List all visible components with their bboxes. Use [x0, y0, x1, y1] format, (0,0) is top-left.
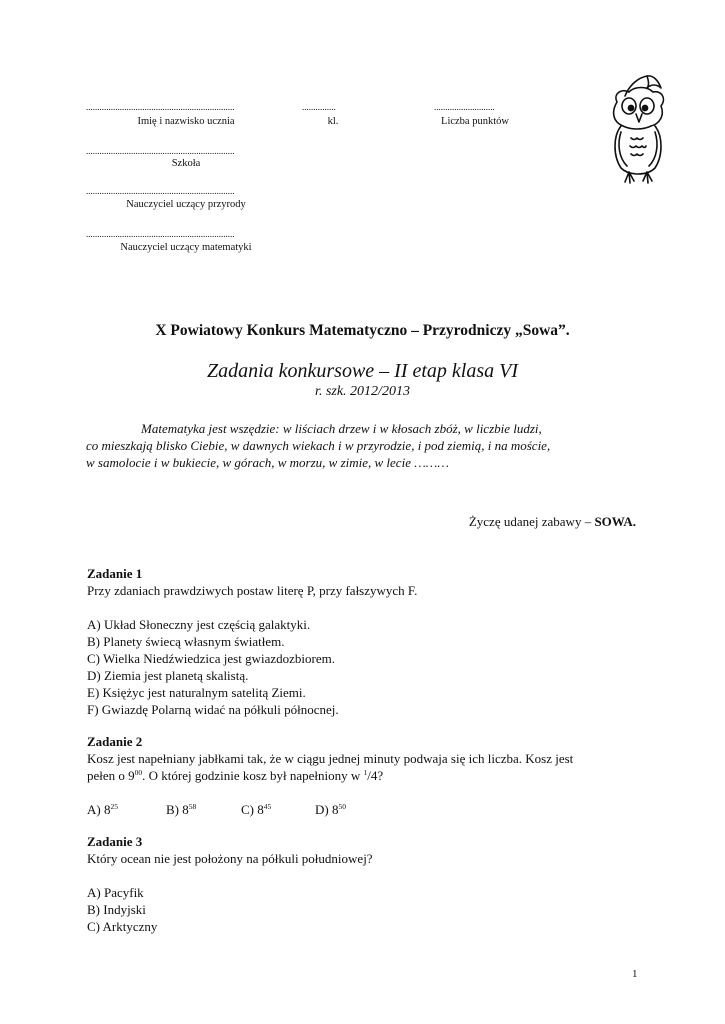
task-1-heading: Zadanie 1: [87, 566, 143, 581]
points-label: Liczba punktów: [441, 116, 509, 127]
task-2-option: D) $8^{50}$: [315, 802, 346, 817]
points-field: ...........................: [434, 102, 495, 112]
task-1: [87, 565, 417, 718]
task-2-option: A) $8^{25}$: [87, 802, 118, 817]
task-1-item: A) Układ Słoneczny jest częścią galaktyki.: [87, 617, 311, 632]
task-2-text-c: ?: [377, 768, 384, 783]
greeting-signature: SOWA.: [594, 514, 636, 529]
stage-subtitle: Zadania konkursowe – II etap klasa VI: [206, 360, 519, 382]
task-2-text-line-1: Kosz jest napełniany jabłkami tak, że w ciągu jednej minuty podwaja się ich liczba. Kosz jest: [87, 751, 574, 766]
task-2-fraction: [363, 767, 377, 784]
math-teacher-field: ..................................................................: [86, 229, 235, 239]
contest-title: X Powiatowy Konkurs Matematyczno – Przyrodniczy „Sowa”.: [155, 322, 570, 339]
student-name-label: Imię i nazwisko ucznia: [137, 116, 235, 127]
owl-logo-icon: [603, 72, 673, 187]
task-2-option: C) $8^{45}$: [241, 802, 272, 817]
task-1-item: E) Księżyc jest naturalnym satelitą Ziemi.: [87, 685, 306, 700]
task-2-options: [87, 801, 573, 818]
task-1-item: F) Gwiazdę Polarną widać na półkuli północnej.: [87, 702, 339, 717]
school-field: ..................................................................: [86, 146, 235, 156]
task-2: [87, 733, 573, 818]
science-teacher-field: ..................................................................: [86, 186, 235, 196]
task-1-item: C) Wielka Niedźwiedzica jest gwiazdozbiorem.: [87, 651, 335, 666]
science-teacher-label: Nauczyciel uczący przyrody: [126, 199, 246, 210]
task-2-option: B) $8^{58}$: [166, 802, 197, 817]
greeting: [469, 513, 636, 530]
task-3-item: B) Indyjski: [87, 902, 146, 917]
page-number: 1: [632, 968, 638, 980]
motto: [86, 420, 686, 471]
task-2-time-sup: 00: [134, 768, 143, 777]
greeting-text: Życzę udanej zabawy –: [468, 514, 595, 529]
school-label: Szkoła: [171, 158, 201, 169]
task-2-text-b: . O której godzinie kosz był napełniony w: [142, 768, 364, 783]
school-year: r. szk. 2012/2013: [315, 384, 410, 399]
task-2-text-a: pełen o 9: [87, 768, 135, 783]
fraction-numerator: 1: [363, 768, 368, 777]
task-1-item: B) Planety świecą własnym światłem.: [87, 634, 285, 649]
fraction-denominator: /4: [367, 768, 378, 783]
math-teacher-label: Nauczyciel uczący matematyki: [120, 242, 252, 253]
task-3: [87, 833, 373, 935]
task-3-item: A) Pacyfik: [87, 885, 144, 900]
task-3-item: C) Arktyczny: [87, 919, 158, 934]
task-1-instruction: Przy zdaniach prawdziwych postaw literę P, przy fałszywych F.: [87, 583, 418, 598]
task-2-text-line-2: [87, 767, 573, 784]
task-1-item: D) Ziemia jest planetą skalistą.: [87, 668, 249, 683]
student-name-field: ..................................................................: [86, 102, 235, 112]
class-field: ...............: [302, 102, 336, 112]
motto-line-2: co mieszkają blisko Ciebie, w dawnych wiekach i w przyrodzie, i pod ziemią, i na moście,: [86, 438, 551, 453]
class-label: kl.: [327, 116, 339, 127]
task-3-heading: Zadanie 3: [87, 834, 143, 849]
motto-line-3: w samolocie i w bukiecie, w górach, w morzu, w zimie, w lecie ………: [86, 455, 449, 470]
task-3-question: Który ocean nie jest położony na półkuli południowej?: [87, 851, 373, 866]
motto-line-1: Matematyka jest wszędzie: w liściach drzew i w kłosach zbóż, w liczbie ludzi,: [141, 421, 542, 436]
task-2-heading: Zadanie 2: [87, 734, 143, 749]
